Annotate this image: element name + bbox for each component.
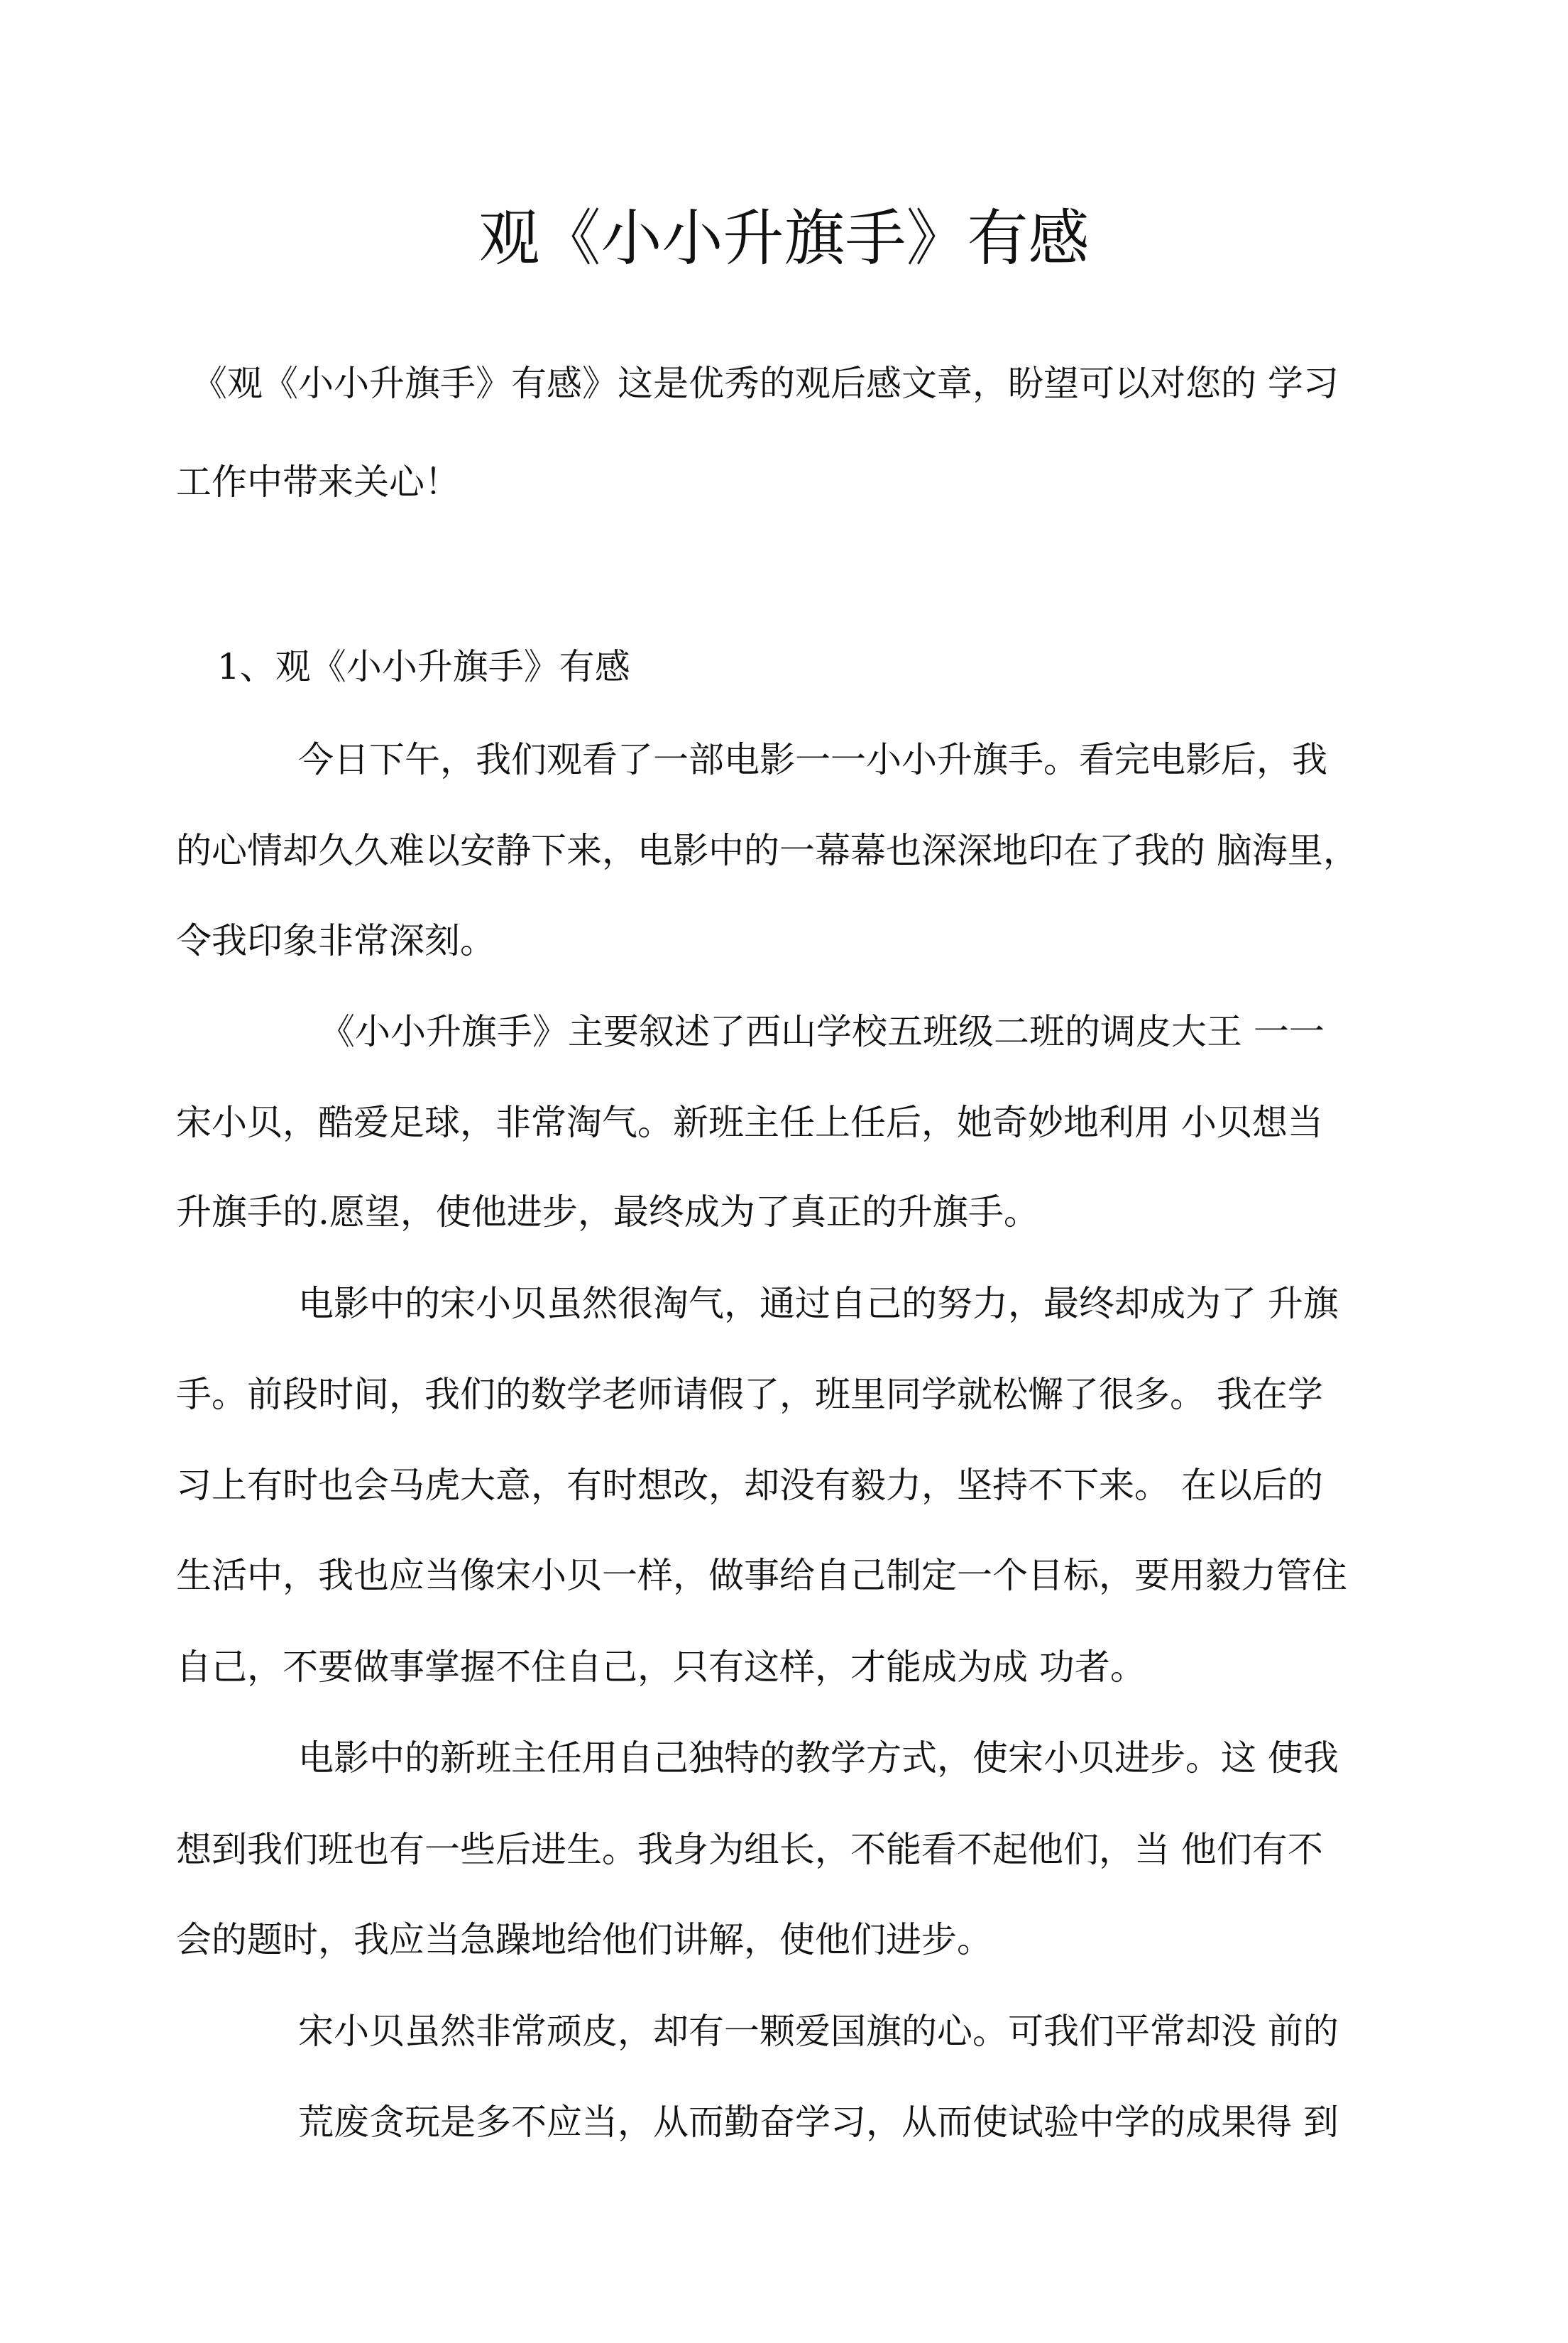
paragraph-line: 电影中的新班主任用自己独特的教学方式，使宋小贝进步。这 使我 <box>298 1737 1339 1779</box>
paragraph-line: 《小小升旗手》主要叙述了西山学校五班级二班的调皮大王 一一 <box>319 1011 1325 1052</box>
paragraph-line: 会的题时，我应当急躁地给他们讲解，使他们进步。 <box>176 1919 992 1960</box>
paragraph-line: 宋小贝虽然非常顽皮，却有一颗爱国旗的心。可我们平常却没 前的 <box>298 2011 1339 2052</box>
paragraph-line: 自己，不要做事掌握不住自己，只有这样，才能成为成 功者。 <box>176 1646 1146 1688</box>
paragraph-line: 升旗手的.愿望，使他进步，最终成为了真正的升旗手。 <box>176 1191 1039 1233</box>
paragraph-line: 电影中的宋小贝虽然很淘气，通过自己的努力，最终却成为了 升旗 <box>298 1283 1339 1324</box>
intro-line: 工作中带来关心！ <box>176 462 460 503</box>
paragraph-line: 想到我们班也有一些后进生。我身为组长，不能看不起他们，当 他们有不 <box>176 1829 1323 1870</box>
paragraph-line: 的心情却久久难以安静下来，电影中的一幕幕也深深地印在了我的 脑海里， <box>176 830 1359 871</box>
section-heading: 1、观《小小升旗手》有感 <box>217 646 630 687</box>
paragraph-line: 生活中，我也应当像宋小贝一样，做事给自己制定一个目标，要用毅力管住 <box>176 1555 1347 1596</box>
paragraph-line: 习上有时也会马虎大意，有时想改，却没有毅力，坚持不下来。 在以后的 <box>176 1465 1323 1506</box>
paragraph-line: 令我印象非常深刻。 <box>176 920 495 961</box>
paragraph-line: 今日下午，我们观看了一部电影一一小小升旗手。看完电影后，我 <box>298 739 1327 780</box>
intro-line: 《观《小小升旗手》有感》这是优秀的观后感文章，盼望可以对您的 学习 <box>192 363 1339 404</box>
paragraph-line: 荒废贪玩是多不应当，从而勤奋学习，从而使试验中学的成果得 到 <box>298 2102 1339 2143</box>
paragraph-line: 宋小贝，酷爱足球，非常淘气。新班主任上任后，她奇妙地利用 小贝想当 <box>176 1102 1323 1143</box>
paragraph-line: 手。前段时间，我们的数学老师请假了，班里同学就松懈了很多。 我在学 <box>176 1374 1323 1415</box>
document-title: 观《小小升旗手》有感 <box>478 203 1090 274</box>
